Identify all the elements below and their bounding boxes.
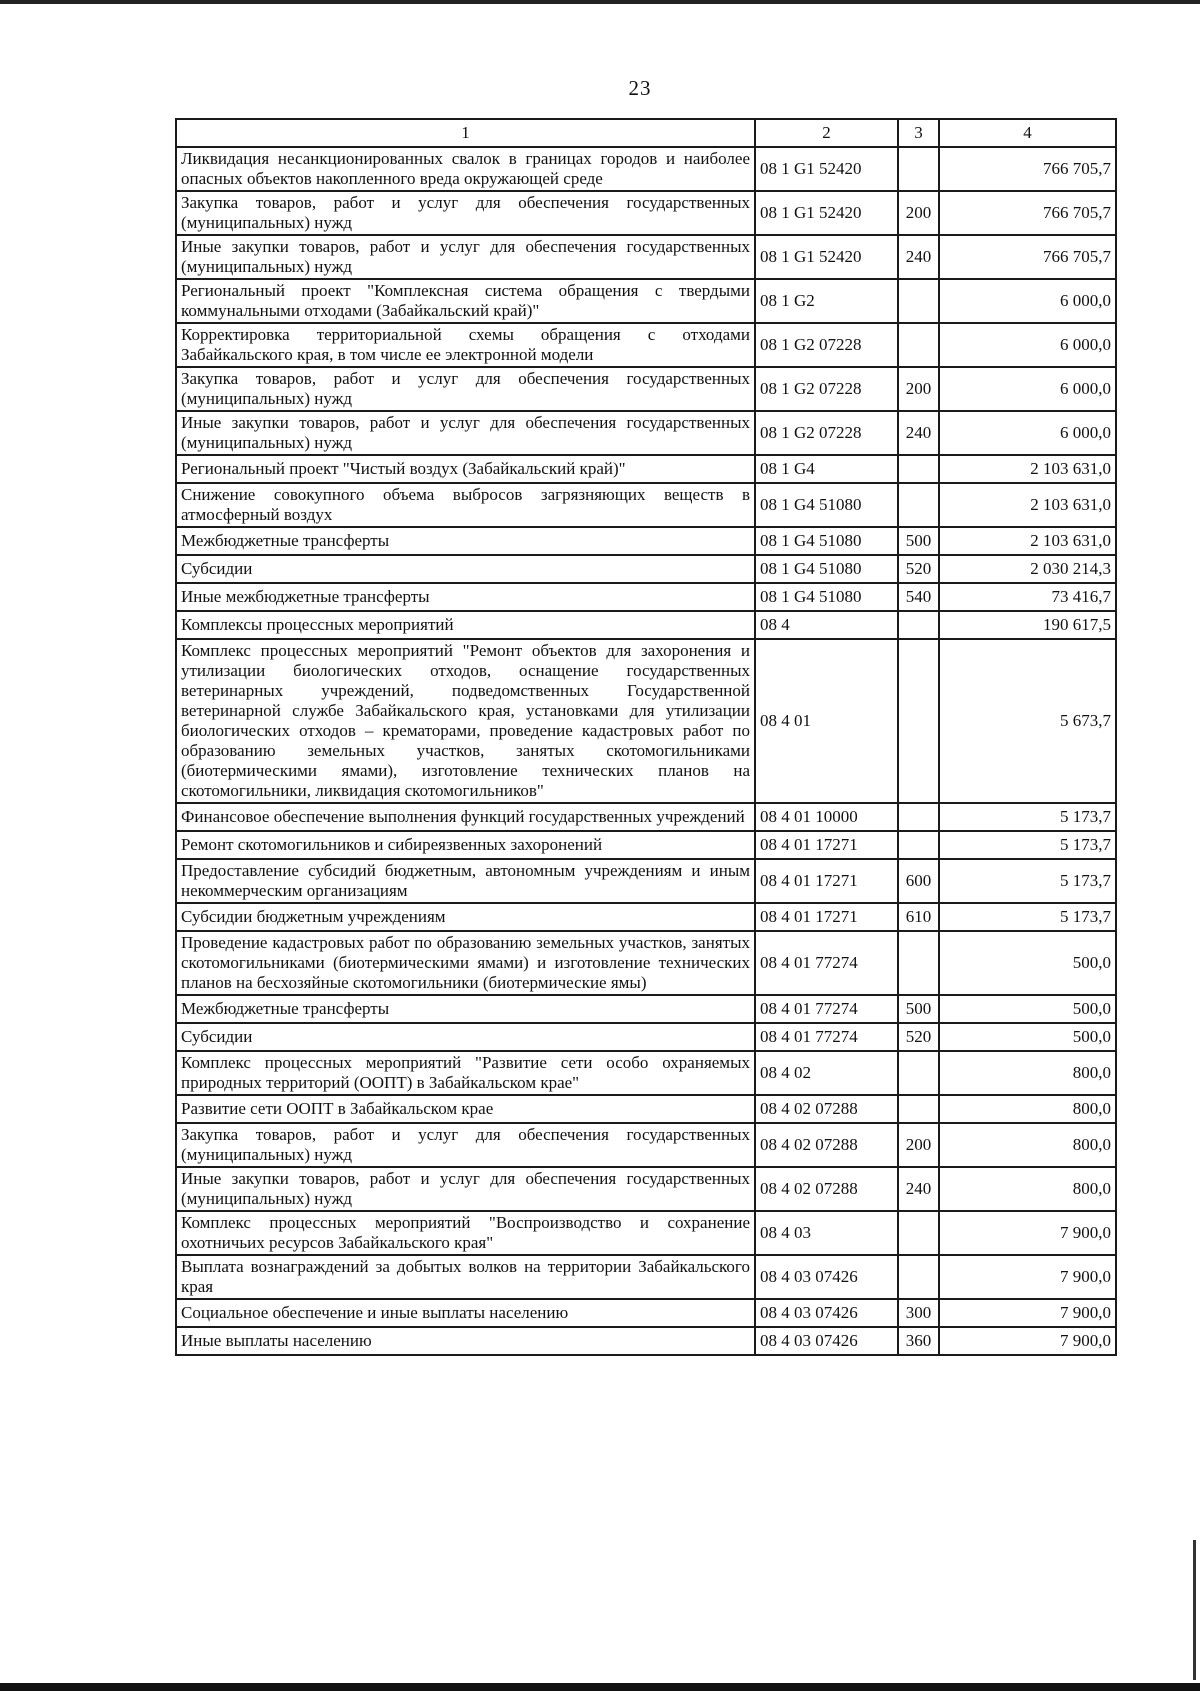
row-name-cell: Социальное обеспечение и иные выплаты населению (176, 1299, 755, 1327)
row-code-cell: 08 4 01 10000 (755, 803, 898, 831)
table-row (176, 455, 1116, 483)
row-code-cell: 08 1 G2 (755, 279, 898, 323)
table-row (176, 367, 1116, 411)
table-row (176, 931, 1116, 995)
row-code-cell: 08 1 G2 07228 (755, 367, 898, 411)
row-vr-cell: 240 (898, 235, 939, 279)
row-amount-cell: 5 173,7 (939, 831, 1116, 859)
table-row (176, 279, 1116, 323)
row-vr-cell: 200 (898, 1123, 939, 1167)
row-name-cell: Субсидии бюджетным учреждениям (176, 903, 755, 931)
row-amount-cell: 6 000,0 (939, 279, 1116, 323)
table-row (176, 1095, 1116, 1123)
row-name-cell: Иные закупки товаров, работ и услуг для обеспечения государственных (муниципальных) нужд (176, 411, 755, 455)
row-vr-cell (898, 931, 939, 995)
row-vr-cell (898, 483, 939, 527)
row-amount-cell: 7 900,0 (939, 1211, 1116, 1255)
row-vr-cell (898, 831, 939, 859)
row-name-cell: Закупка товаров, работ и услуг для обеспечения государственных (муниципальных) нужд (176, 367, 755, 411)
row-amount-cell: 500,0 (939, 1023, 1116, 1051)
table-row (176, 235, 1116, 279)
row-code-cell: 08 4 02 07288 (755, 1123, 898, 1167)
row-code-cell: 08 4 01 77274 (755, 1023, 898, 1051)
row-vr-cell: 520 (898, 1023, 939, 1051)
row-code-cell: 08 1 G4 51080 (755, 527, 898, 555)
row-amount-cell: 2 103 631,0 (939, 455, 1116, 483)
row-vr-cell (898, 611, 939, 639)
row-name-cell: Комплексы процессных мероприятий (176, 611, 755, 639)
row-code-cell: 08 4 02 07288 (755, 1167, 898, 1211)
row-name-cell: Региональный проект "Чистый воздух (Забайкальский край)" (176, 455, 755, 483)
row-amount-cell: 5 173,7 (939, 803, 1116, 831)
table-row (176, 1051, 1116, 1095)
row-amount-cell: 73 416,7 (939, 583, 1116, 611)
row-vr-cell: 200 (898, 367, 939, 411)
col-header-amount: 4 (939, 119, 1116, 147)
row-code-cell: 08 4 03 07426 (755, 1327, 898, 1355)
row-name-cell: Ликвидация несанкционированных свалок в границах городов и наиболее опасных объектов накопленного вреда окружающей среде (176, 147, 755, 191)
row-vr-cell (898, 323, 939, 367)
row-code-cell: 08 4 01 77274 (755, 995, 898, 1023)
table-row (176, 639, 1116, 803)
row-vr-cell (898, 455, 939, 483)
row-amount-cell: 800,0 (939, 1095, 1116, 1123)
row-name-cell: Снижение совокупного объема выбросов загрязняющих веществ в атмосферный воздух (176, 483, 755, 527)
row-code-cell: 08 4 01 17271 (755, 831, 898, 859)
table-row (176, 859, 1116, 903)
table-row (176, 147, 1116, 191)
row-amount-cell: 500,0 (939, 931, 1116, 995)
row-name-cell: Закупка товаров, работ и услуг для обеспечения государственных (муниципальных) нужд (176, 1123, 755, 1167)
row-amount-cell: 7 900,0 (939, 1327, 1116, 1355)
table-row (176, 555, 1116, 583)
row-amount-cell: 5 173,7 (939, 859, 1116, 903)
row-code-cell: 08 4 01 17271 (755, 903, 898, 931)
table-row (176, 1123, 1116, 1167)
scan-border-right (1193, 1540, 1196, 1680)
row-code-cell: 08 4 03 07426 (755, 1255, 898, 1299)
row-code-cell: 08 1 G1 52420 (755, 235, 898, 279)
row-vr-cell (898, 1255, 939, 1299)
row-vr-cell: 540 (898, 583, 939, 611)
row-vr-cell: 500 (898, 527, 939, 555)
row-code-cell: 08 4 03 (755, 1211, 898, 1255)
budget-table (175, 118, 1117, 1356)
row-name-cell: Развитие сети ООПТ в Забайкальском крае (176, 1095, 755, 1123)
row-code-cell: 08 1 G4 51080 (755, 483, 898, 527)
row-name-cell: Корректировка территориальной схемы обращения с отходами Забайкальского края, в том числе ее электронной модели (176, 323, 755, 367)
row-code-cell: 08 1 G4 (755, 455, 898, 483)
col-header-name: 1 (176, 119, 755, 147)
row-vr-cell: 360 (898, 1327, 939, 1355)
row-amount-cell: 7 900,0 (939, 1255, 1116, 1299)
table-row (176, 995, 1116, 1023)
row-name-cell: Проведение кадастровых работ по образованию земельных участков, занятых скотомогильниками (биотермическими ямами) и изготовление технических планов на бесхозяйные скотомогильники (биотермические ямы) (176, 931, 755, 995)
table-row (176, 803, 1116, 831)
row-name-cell: Ремонт скотомогильников и сибиреязвенных захоронений (176, 831, 755, 859)
row-code-cell: 08 4 01 77274 (755, 931, 898, 995)
row-code-cell: 08 4 01 17271 (755, 859, 898, 903)
row-vr-cell: 300 (898, 1299, 939, 1327)
row-amount-cell: 190 617,5 (939, 611, 1116, 639)
row-amount-cell: 766 705,7 (939, 235, 1116, 279)
table-row (176, 191, 1116, 235)
row-amount-cell: 6 000,0 (939, 411, 1116, 455)
row-amount-cell: 5 673,7 (939, 639, 1116, 803)
row-code-cell: 08 1 G1 52420 (755, 191, 898, 235)
table-row (176, 1023, 1116, 1051)
row-code-cell: 08 4 03 07426 (755, 1299, 898, 1327)
row-vr-cell: 520 (898, 555, 939, 583)
row-code-cell: 08 1 G4 51080 (755, 583, 898, 611)
row-code-cell: 08 4 02 07288 (755, 1095, 898, 1123)
row-amount-cell: 2 103 631,0 (939, 483, 1116, 527)
row-vr-cell: 610 (898, 903, 939, 931)
table-row (176, 483, 1116, 527)
scan-border-top (0, 0, 1200, 4)
row-name-cell: Иные закупки товаров, работ и услуг для обеспечения государственных (муниципальных) нужд (176, 235, 755, 279)
row-vr-cell: 600 (898, 859, 939, 903)
table-row (176, 583, 1116, 611)
row-code-cell: 08 4 01 (755, 639, 898, 803)
row-name-cell: Комплекс процессных мероприятий "Развитие сети особо охраняемых природных территорий (ООПТ) в Забайкальском крае" (176, 1051, 755, 1095)
table-row (176, 1255, 1116, 1299)
row-amount-cell: 6 000,0 (939, 323, 1116, 367)
row-vr-cell: 240 (898, 411, 939, 455)
row-name-cell: Предоставление субсидий бюджетным, автономным учреждениям и иным некоммерческим организациям (176, 859, 755, 903)
row-amount-cell: 7 900,0 (939, 1299, 1116, 1327)
row-code-cell: 08 4 (755, 611, 898, 639)
row-name-cell: Межбюджетные трансферты (176, 527, 755, 555)
row-name-cell: Комплекс процессных мероприятий "Воспроизводство и сохранение охотничьих ресурсов Забайкальского края" (176, 1211, 755, 1255)
table-row (176, 831, 1116, 859)
table-row (176, 411, 1116, 455)
row-code-cell: 08 1 G4 51080 (755, 555, 898, 583)
row-amount-cell: 800,0 (939, 1051, 1116, 1095)
row-vr-cell (898, 147, 939, 191)
row-code-cell: 08 1 G1 52420 (755, 147, 898, 191)
row-amount-cell: 800,0 (939, 1167, 1116, 1211)
row-name-cell: Иные межбюджетные трансферты (176, 583, 755, 611)
table-row (176, 1211, 1116, 1255)
row-vr-cell (898, 1095, 939, 1123)
row-vr-cell (898, 1211, 939, 1255)
col-header-code: 2 (755, 119, 898, 147)
row-name-cell: Межбюджетные трансферты (176, 995, 755, 1023)
row-name-cell: Выплата вознаграждений за добытых волков на территории Забайкальского края (176, 1255, 755, 1299)
row-name-cell: Комплекс процессных мероприятий "Ремонт объектов для захоронения и утилизации биологических отходов, оснащение государственных ветеринарных учреждений, подведомственных Государственной ветеринарной службе Забайкальского края, установками для утилизации биологических отходов – крематорами, проведение кадастровых работ по образованию земельных участков, занятых скотомогильниками (биотермическими ямами), изготовление технических планов на скотомогильники, ликвидация скотомогильников" (176, 639, 755, 803)
row-amount-cell: 766 705,7 (939, 191, 1116, 235)
table-row (176, 1299, 1116, 1327)
row-name-cell: Финансовое обеспечение выполнения функций государственных учреждений (176, 803, 755, 831)
table-row (176, 527, 1116, 555)
row-vr-cell: 500 (898, 995, 939, 1023)
row-amount-cell: 2 103 631,0 (939, 527, 1116, 555)
col-header-vr: 3 (898, 119, 939, 147)
scan-border-bottom (0, 1683, 1200, 1691)
row-code-cell: 08 4 02 (755, 1051, 898, 1095)
row-name-cell: Иные закупки товаров, работ и услуг для обеспечения государственных (муниципальных) нужд (176, 1167, 755, 1211)
row-vr-cell: 240 (898, 1167, 939, 1211)
table-row (176, 1327, 1116, 1355)
table-row (176, 903, 1116, 931)
row-vr-cell (898, 803, 939, 831)
table-row (176, 323, 1116, 367)
row-amount-cell: 800,0 (939, 1123, 1116, 1167)
row-code-cell: 08 1 G2 07228 (755, 411, 898, 455)
row-amount-cell: 5 173,7 (939, 903, 1116, 931)
row-amount-cell: 2 030 214,3 (939, 555, 1116, 583)
table-row (176, 611, 1116, 639)
row-name-cell: Иные выплаты населению (176, 1327, 755, 1355)
row-name-cell: Субсидии (176, 555, 755, 583)
row-vr-cell (898, 1051, 939, 1095)
row-vr-cell (898, 279, 939, 323)
page-number: 23 (628, 76, 652, 100)
row-name-cell: Региональный проект "Комплексная система обращения с твердыми коммунальными отходами (Забайкальский край)" (176, 279, 755, 323)
row-vr-cell: 200 (898, 191, 939, 235)
row-amount-cell: 500,0 (939, 995, 1116, 1023)
row-name-cell: Субсидии (176, 1023, 755, 1051)
header-row (176, 119, 1116, 147)
row-vr-cell (898, 639, 939, 803)
row-amount-cell: 766 705,7 (939, 147, 1116, 191)
row-amount-cell: 6 000,0 (939, 367, 1116, 411)
row-code-cell: 08 1 G2 07228 (755, 323, 898, 367)
table-row (176, 1167, 1116, 1211)
row-name-cell: Закупка товаров, работ и услуг для обеспечения государственных (муниципальных) нужд (176, 191, 755, 235)
